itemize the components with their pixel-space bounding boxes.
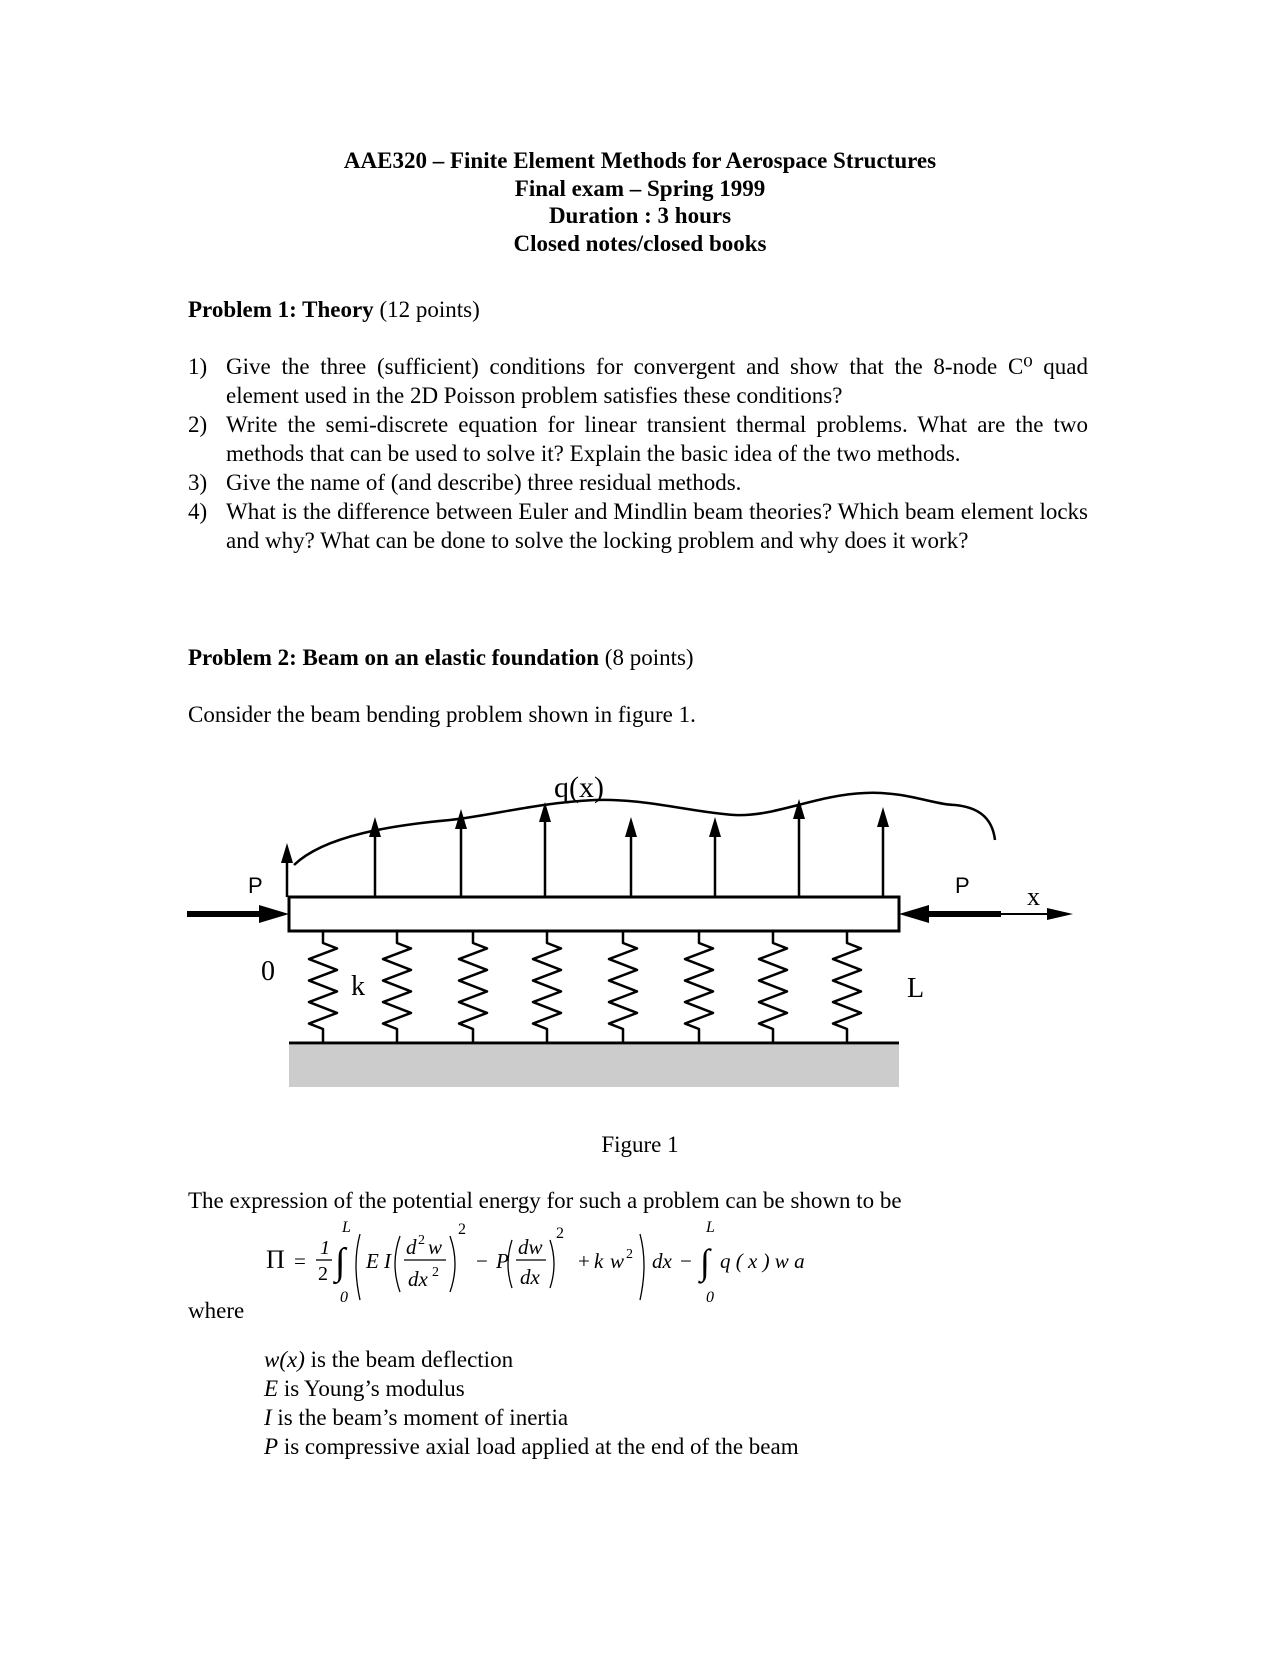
- question-item: [188, 497, 1088, 555]
- load-arrowhead: [793, 799, 805, 819]
- definition-item: [264, 1403, 799, 1432]
- svg-text:2: 2: [432, 1265, 439, 1280]
- beam: [289, 897, 899, 931]
- svg-text:w: w: [428, 1235, 443, 1259]
- exam-duration: Duration : 3 hours: [548, 203, 732, 228]
- definition-item: [264, 1374, 799, 1403]
- right-force-arrowhead: [899, 905, 929, 923]
- svg-text:2: 2: [458, 1221, 466, 1238]
- svg-text:0: 0: [706, 1289, 714, 1306]
- load-arrowhead: [281, 843, 293, 863]
- problem-1-points: (12 points): [379, 297, 480, 322]
- potential-energy-equation: [260, 1208, 900, 1318]
- beam-figure: [175, 755, 1105, 1115]
- left-force-arrowhead: [259, 905, 289, 923]
- svg-text:dw: dw: [518, 1235, 543, 1259]
- svg-text:dx: dx: [520, 1265, 540, 1289]
- figure-caption: Figure 1: [601, 1132, 679, 1157]
- definition-symbol: w(x): [264, 1347, 305, 1372]
- problem-1-heading: [188, 297, 480, 323]
- load-arrowhead: [369, 817, 381, 837]
- svg-text:1: 1: [320, 1237, 330, 1259]
- problem-1-title: Problem 1: Theory: [188, 297, 374, 322]
- svg-text:2: 2: [418, 1233, 425, 1248]
- svg-text:2: 2: [626, 1247, 633, 1262]
- definition-text: is the beam’s moment of inertia: [271, 1405, 569, 1430]
- question-number: 3): [188, 470, 208, 495]
- load-label: q(x): [554, 771, 604, 804]
- ground-foundation: [289, 1045, 899, 1087]
- definition-text: is Young’s modulus: [278, 1376, 465, 1401]
- load-arrows: [281, 799, 897, 897]
- exam-course-title: AAE320 – Finite Element Methods for Aerospace Structures: [343, 148, 937, 173]
- load-arrowhead: [877, 807, 889, 827]
- definition-symbol: E: [264, 1376, 279, 1401]
- svg-text:−: −: [680, 1249, 692, 1273]
- question-number: 4): [188, 499, 208, 524]
- svg-text:dx: dx: [408, 1267, 428, 1291]
- svg-text:+: +: [578, 1249, 590, 1273]
- svg-text:0: 0: [340, 1289, 348, 1306]
- exam-rules: Closed notes/closed books: [513, 231, 767, 256]
- definition-item: [264, 1432, 799, 1461]
- svg-text:2: 2: [318, 1263, 328, 1285]
- right-force-label: P: [955, 873, 970, 898]
- x-axis-arrowhead: [1047, 908, 1073, 920]
- svg-text:P: P: [496, 1249, 509, 1273]
- svg-text:k: k: [594, 1249, 604, 1273]
- energy-intro: The expression of the potential energy for such a problem can be shown to be: [188, 1188, 902, 1213]
- problem-2-heading: [188, 645, 694, 671]
- definition-symbol: P: [264, 1434, 279, 1459]
- question-item: [188, 468, 1088, 497]
- svg-text:E: E: [366, 1249, 379, 1273]
- spring: [309, 931, 337, 1043]
- where-label: where: [188, 1298, 245, 1323]
- question-number: 2): [188, 412, 208, 437]
- question-text: What is the difference between Euler and Mindlin beam theories? Which beam element locks and why? What can be done to solve the locking problem and why does it work?: [226, 499, 1088, 553]
- spring: [685, 931, 713, 1043]
- spring-label: k: [351, 971, 365, 1002]
- spring: [459, 931, 487, 1043]
- svg-text:L: L: [342, 1219, 351, 1236]
- svg-text:L: L: [706, 1219, 715, 1236]
- question-text: Write the semi-discrete equation for linear transient thermal problems. What are the two methods that can be used to solve it? Explain the basic idea of the two methods.: [226, 412, 1088, 466]
- problem-1-question-list: [188, 352, 1088, 555]
- question-item: [188, 352, 1088, 410]
- question-number: 1): [188, 354, 208, 379]
- definition-text: is compressive axial load applied at the end of the beam: [278, 1434, 799, 1459]
- svg-text:−: −: [476, 1249, 488, 1273]
- svg-text:d: d: [406, 1235, 417, 1259]
- problem-2-points: (8 points): [604, 645, 694, 670]
- spring: [383, 931, 411, 1043]
- origin-label: 0: [261, 956, 275, 987]
- left-force-label: P: [248, 873, 263, 898]
- spring: [759, 931, 787, 1043]
- definition-text: is the beam deflection: [304, 1347, 514, 1372]
- question-item: [188, 410, 1088, 468]
- load-distribution-curve: [294, 793, 995, 865]
- spring-row: [309, 931, 861, 1043]
- problem-2-title: Problem 2: Beam on an elastic foundation: [188, 645, 600, 670]
- spring: [833, 931, 861, 1043]
- svg-text:q ( x ) w a: q ( x ) w a: [720, 1249, 805, 1273]
- svg-text:w: w: [610, 1249, 625, 1273]
- svg-text:Π: Π: [266, 1245, 285, 1274]
- definition-symbol: I: [264, 1405, 272, 1430]
- svg-text:2: 2: [556, 1225, 564, 1242]
- svg-text:∫: ∫: [335, 1241, 346, 1283]
- spring: [609, 931, 637, 1043]
- question-text: Give the name of (and describe) three residual methods.: [226, 470, 742, 495]
- question-text: Give the three (sufficient) conditions for convergent and show that the 8-node C⁰ quad element used in the 2D Poisson problem satisfies these conditions?: [226, 354, 1088, 408]
- definition-item: [264, 1345, 799, 1374]
- svg-text:I: I: [384, 1249, 391, 1273]
- load-arrowhead: [625, 817, 637, 837]
- svg-text:=: =: [294, 1249, 306, 1273]
- load-arrowhead: [709, 817, 721, 837]
- problem-2-intro: Consider the beam bending problem shown in figure 1.: [188, 702, 696, 727]
- exam-term: Final exam – Spring 1999: [514, 176, 766, 201]
- svg-text:dx: dx: [652, 1249, 672, 1273]
- axis-label: x: [1027, 882, 1040, 911]
- definitions-list: [264, 1345, 799, 1461]
- svg-text:∫: ∫: [700, 1242, 710, 1282]
- end-label: L: [907, 973, 925, 1004]
- spring: [533, 931, 561, 1043]
